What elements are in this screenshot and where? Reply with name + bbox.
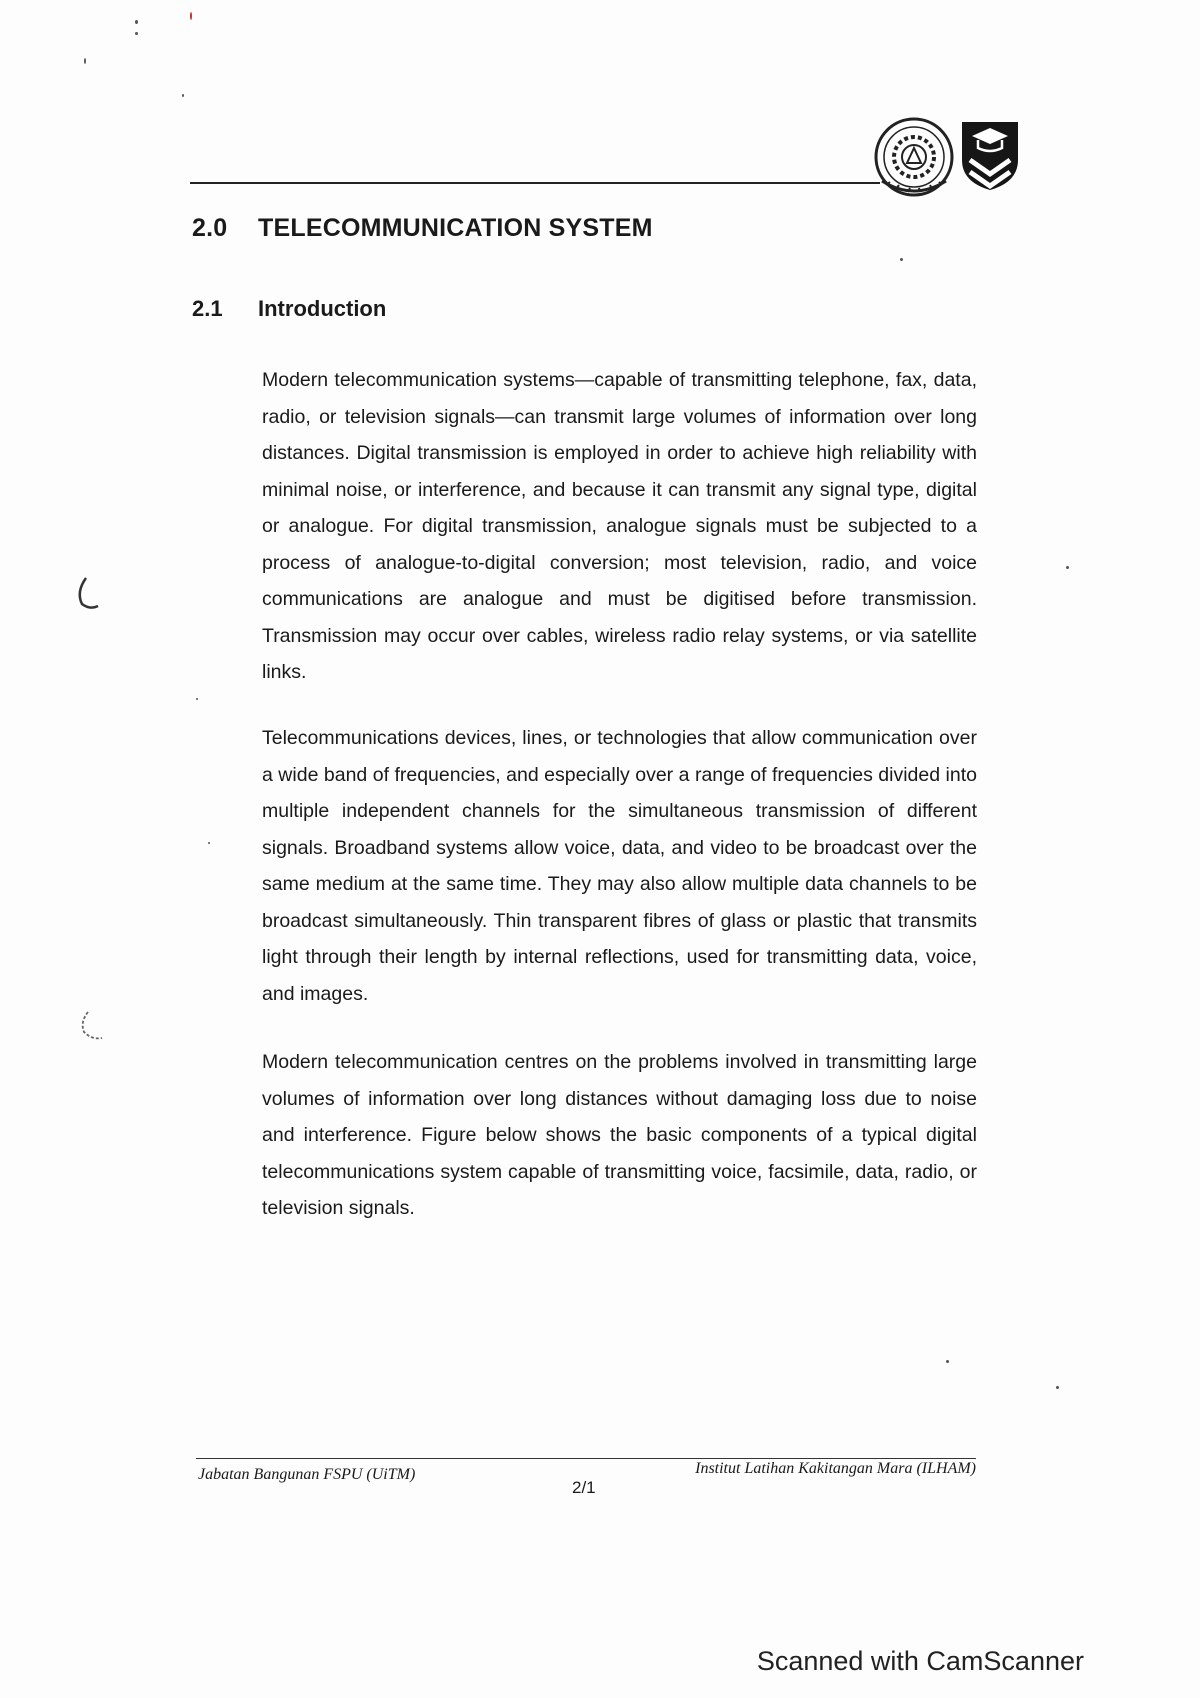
scan-speck xyxy=(84,58,86,64)
uitm-shield-icon xyxy=(960,120,1020,192)
page-number: 2/1 xyxy=(572,1478,596,1497)
paragraph-3: Modern telecommunication centres on the problems involved in transmitting large volumes of information over long distances without damaging loss due to noise and interference. Figure below shows the basic components of a typical digital telecommunications system capable of transmitting voice, facsimile, data, radio, or television signals. xyxy=(262,1051,977,1219)
footer-left-text: Jabatan Bangunan FSPU (UiTM) xyxy=(198,1466,416,1483)
paragraph-2: Telecommunications devices, lines, or technologies that allow communication over a wide band of frequencies, and especially over a range of frequencies divided into multiple independent channels for the simultaneous transmission of different signals. Broadband systems allow voice, data, and video to be broadcast over the same medium at the same time. They may also allow multiple data channels to be broadcast simultaneously. Thin transparent fibres of glass or plastic that transmits light through their length by internal reflections, used for transmitting data, voice, and images. xyxy=(262,727,977,1005)
footer-rule xyxy=(196,1458,976,1459)
section-number: 2.0 xyxy=(192,214,228,242)
scan-speck xyxy=(946,1360,949,1363)
scan-speck xyxy=(190,12,192,20)
scan-speck xyxy=(135,20,138,24)
scanner-watermark: Scanned with CamScanner xyxy=(756,1646,1084,1676)
scan-speck xyxy=(1066,566,1069,569)
scan-speck xyxy=(135,32,138,35)
scan-speck xyxy=(208,842,210,844)
scan-speck xyxy=(196,698,198,700)
subsection-heading xyxy=(192,296,386,322)
scan-speck xyxy=(900,258,903,261)
section-heading xyxy=(192,214,653,243)
footer-right-text: Institut Latihan Kakitangan Mara (ILHAM) xyxy=(695,1460,976,1477)
scan-speck xyxy=(182,94,184,97)
paragraph-1: Modern telecommunication systems—capable of transmitting telephone, fax, data, radio, or television signals—can transmit large volumes of information over long distances. Digital transmission is employed in order to achieve high reliability with minimal noise, or interference, and because it can transmit any signal type, digital or analogue. For digital transmission, analogue signals must be subjected to a process of analogue-to-digital conversion; most television, radio, and voice communications are analogue and must be digitised before transmission. Transmission may occur over cables, wireless radio relay systems, or via satellite links. xyxy=(262,369,977,683)
subsection-number: 2.1 xyxy=(192,296,223,321)
binder-hole-mark xyxy=(72,574,102,614)
subsection-title: Introduction xyxy=(258,296,387,321)
uitm-seal-icon xyxy=(872,115,956,199)
header-rule xyxy=(190,182,880,184)
scan-speck xyxy=(1056,1386,1059,1389)
section-title: TELECOMMUNICATION SYSTEM xyxy=(258,214,653,242)
binder-hole-mark xyxy=(76,1008,106,1048)
